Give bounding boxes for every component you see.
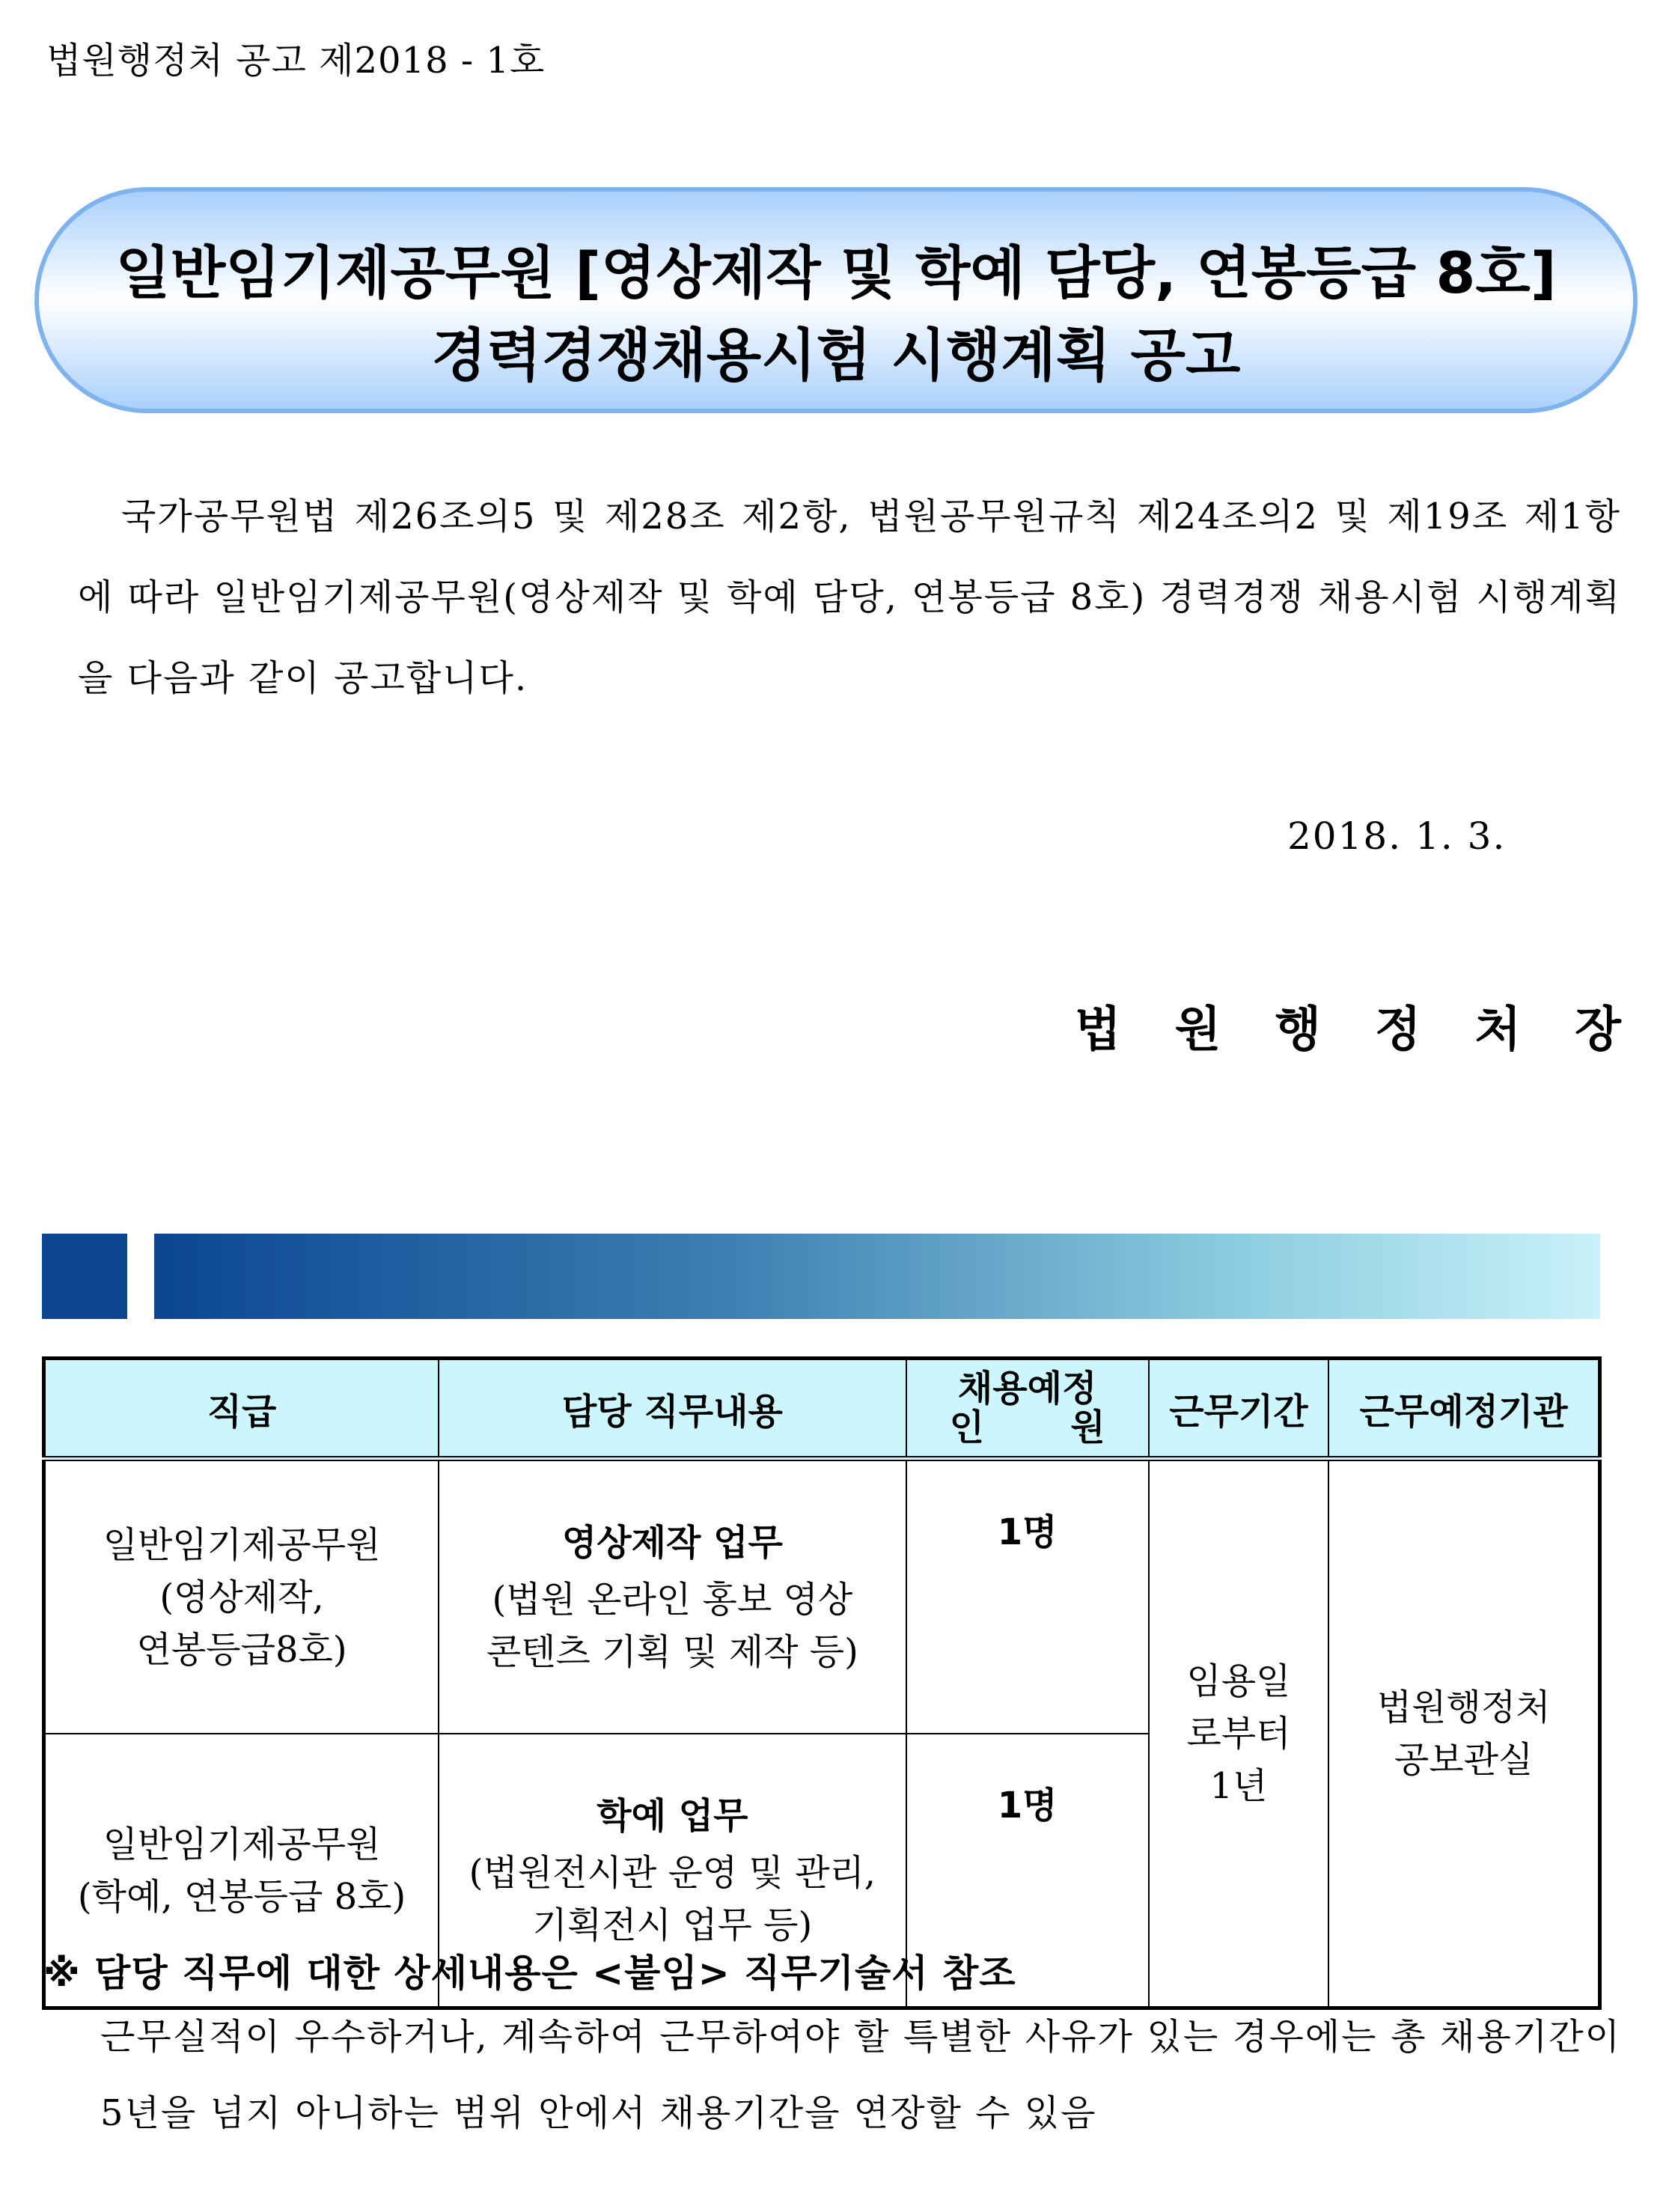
section-band-gradient (154, 1234, 1600, 1319)
note-title: ※ 담당 직무에 대한 상세내용은 <붙임> 직무기술서 참조 (43, 1952, 1016, 1995)
grade-cell (44, 1459, 439, 1734)
duty-cell (439, 1459, 906, 1734)
period-line: 로부터 (1186, 1713, 1291, 1755)
note-body: 근무실적이 우수하거나, 계속하여 근무하여야 할 특별한 사유가 있는 경우에는 총 채용기간이 5년을 넘지 아니하는 범위 안에서 채용기간을 연장할 수 있음 (100, 2016, 1621, 2134)
header-headcount (906, 1359, 1149, 1459)
duty-title: 학예 업무 (597, 1794, 748, 1837)
title-banner (34, 187, 1638, 413)
agency-line: 공보관실 (1394, 1739, 1534, 1781)
headcount-cell: 1명 (906, 1459, 1149, 1734)
duty-detail-line: (법원전시관 운영 및 관리, (469, 1851, 876, 1894)
header-headcount-char: 인 (949, 1407, 984, 1448)
issuer-signature (1075, 991, 1621, 1060)
agency-cell (1328, 1459, 1599, 2008)
header-agency: 근무예정기관 (1328, 1359, 1599, 1459)
header-period: 근무기간 (1149, 1359, 1329, 1459)
grade-line: 일반임기제공무원 (103, 1823, 381, 1865)
table-row (44, 1459, 1600, 1734)
duty-detail-line: 기획전시 업무 등) (532, 1904, 813, 1946)
issuer-char: 법 (1075, 1002, 1121, 1058)
notice-date: 2018. 1. 3. (1287, 814, 1507, 858)
header-duties: 담당 직무내용 (439, 1359, 906, 1459)
period-cell (1149, 1459, 1329, 2008)
title-line-1: 일반임기제공무원 [영상제작 및 학예 담당, 연봉등급 8호] (115, 240, 1557, 306)
issuer-char: 정 (1374, 1002, 1421, 1058)
issuer-char: 원 (1174, 1002, 1221, 1058)
header-headcount-line1: 채용예정 (957, 1368, 1097, 1410)
title-line-2: 경력경쟁채용시험 시행계획 공고 (431, 322, 1241, 389)
grade-line: (영상제작, (159, 1576, 324, 1618)
period-line: 임용일 (1186, 1660, 1291, 1702)
header-grade: 직급 (44, 1359, 439, 1459)
period-line: 1년 (1209, 1765, 1268, 1807)
grade-line: 연봉등급8호) (136, 1628, 347, 1671)
section-band-square (42, 1234, 127, 1319)
recruitment-table (42, 1356, 1602, 2010)
grade-line: 일반임기제공무원 (103, 1523, 381, 1566)
duty-title: 영상제작 업무 (561, 1521, 783, 1564)
issuer-char: 처 (1474, 1002, 1522, 1058)
duty-detail-line: (법원 온라인 홍보 영상 (492, 1578, 853, 1621)
intro-paragraph: 국가공무원법 제26조의5 및 제28조 제2항, 법원공무원규칙 제24조의2 및 제19조 제1항에 따라 일반임기제공무원(영상제작 및 학예 담당, 연봉등급 8호) 경력경쟁 채용시험 시행계획을 다음과 같이 공고합니다. (78, 496, 1621, 699)
grade-line: (학예, 연봉등급 8호) (77, 1875, 406, 1918)
header-headcount-char: 원 (1070, 1407, 1105, 1448)
headcount-cell: 1명 (906, 1734, 1149, 2008)
issuer-char: 행 (1275, 1002, 1322, 1058)
duty-detail-line: 콘텐츠 기획 및 제작 등) (486, 1630, 858, 1673)
header-headcount-line2 (908, 1408, 1147, 1447)
issuer-char: 장 (1575, 1002, 1621, 1058)
notice-number: 법원행정처 공고 제2018 - 1호 (46, 40, 546, 82)
agency-line: 법원행정처 (1376, 1687, 1551, 1728)
